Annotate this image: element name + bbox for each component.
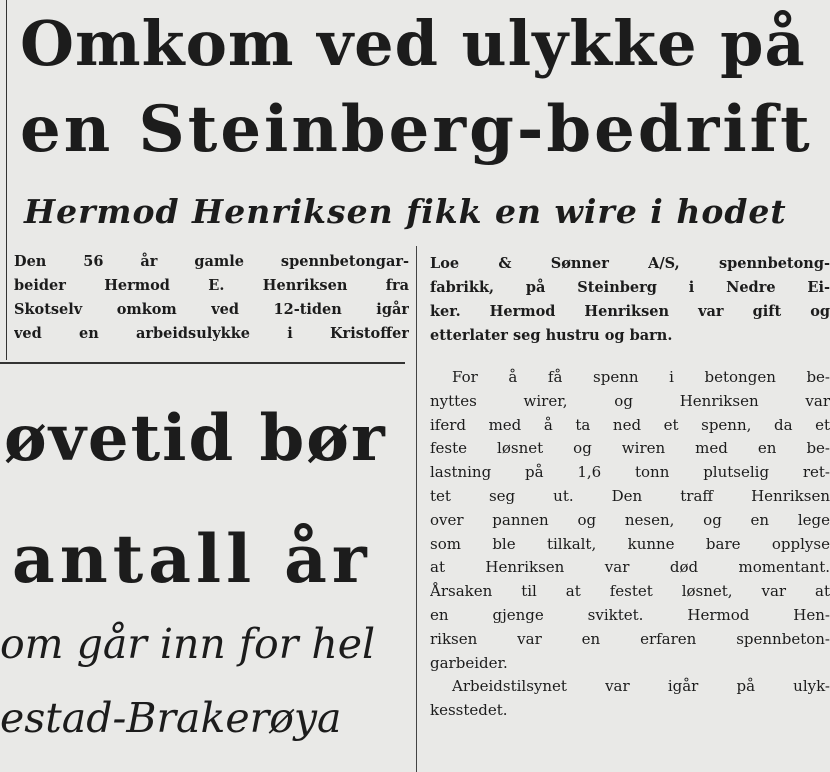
side-subheadline-line-2: estad-Brakerøya bbox=[0, 694, 342, 742]
lede-line: beider Hermod E. Henriksen fra bbox=[14, 277, 409, 294]
headline-line-2: en Steinberg-bedrift bbox=[20, 92, 813, 167]
body-line: over pannen og nesen, og en lege bbox=[430, 510, 830, 529]
body-line: nyttes wirer, og Henriksen var bbox=[430, 391, 830, 410]
body-line: feste løsnet og wiren med en be- bbox=[430, 439, 830, 458]
body-line: garbeider. bbox=[430, 653, 508, 672]
lede-line: Skotselv omkom ved 12-tiden igår bbox=[14, 301, 409, 318]
body-line: For å få spenn i betongen be- bbox=[452, 368, 830, 386]
lede-right-column bbox=[430, 252, 830, 348]
lede-left-column bbox=[14, 250, 409, 346]
lede-line: Den 56 år gamle spennbetongar- bbox=[14, 253, 409, 270]
body-line: som ble tilkalt, kunne bare opplyse bbox=[430, 534, 830, 553]
body-line: tet seg ut. Den traff Henriksen bbox=[430, 486, 830, 505]
horizontal-rule bbox=[0, 362, 405, 364]
lede-line: ved en arbeidsulykke i Kristoffer bbox=[14, 325, 409, 342]
body-line: at Henriksen var død momentant. bbox=[430, 558, 830, 577]
column-rule bbox=[416, 246, 417, 772]
article-body bbox=[430, 366, 830, 723]
body-line: Årsaken til at festet løsnet, var at bbox=[430, 582, 830, 601]
body-line: kesstedet. bbox=[430, 701, 508, 720]
headline-line-1: Omkom ved ulykke på bbox=[20, 7, 806, 80]
body-line: Arbeidstilsynet var igår på ulyk- bbox=[452, 677, 830, 696]
lede-line: ker. Hermod Henriksen var gift og bbox=[430, 303, 830, 320]
side-headline-line-1: øvetid bør bbox=[4, 401, 387, 476]
side-headline-line-2: antall år bbox=[12, 520, 372, 598]
lede-line: etterlater seg hustru og barn. bbox=[430, 327, 673, 344]
body-line: lastning på 1,6 tonn plutselig ret- bbox=[430, 463, 830, 482]
subheadline: Hermod Henriksen fikk en wire i hodet bbox=[24, 192, 787, 231]
column-rule-left bbox=[6, 0, 7, 360]
lede-line: fabrikk, på Steinberg i Nedre Ei- bbox=[430, 279, 830, 296]
body-line: en gjenge sviktet. Hermod Hen- bbox=[430, 605, 830, 624]
lede-line: Loe & Sønner A/S, spennbetong- bbox=[430, 255, 830, 272]
body-line: iferd med å ta ned et spenn, da et bbox=[430, 415, 830, 434]
body-line: riksen var en erfaren spennbeton- bbox=[430, 629, 830, 648]
side-subheadline-line-1: om går inn for hel bbox=[0, 620, 376, 668]
